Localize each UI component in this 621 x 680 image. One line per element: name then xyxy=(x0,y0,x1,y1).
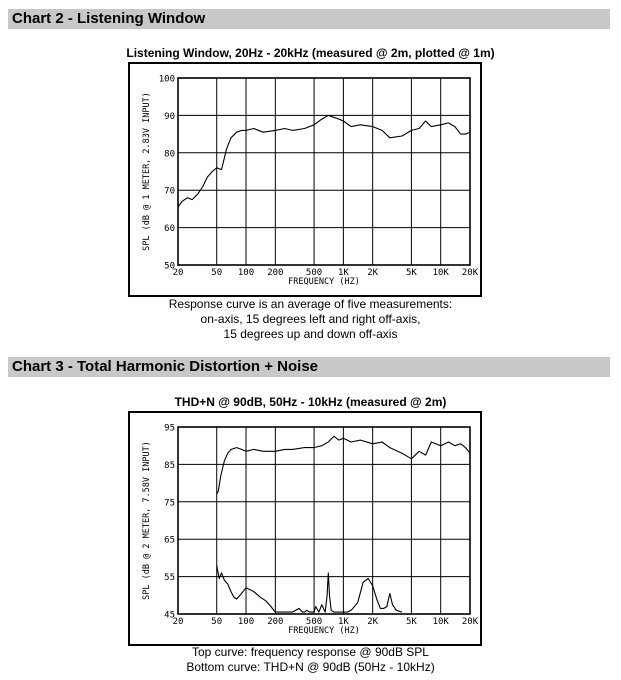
listening-window-chart xyxy=(130,64,480,295)
x-axis-label: FREQUENCY (HZ) xyxy=(288,626,360,636)
y-tick-label: 55 xyxy=(164,573,175,584)
thd-noise-chart xyxy=(130,413,480,644)
series-line-1 xyxy=(178,115,470,207)
y-tick-label: 50 xyxy=(164,261,175,272)
x-tick-label: 1K xyxy=(337,268,349,278)
chart-title-2: THD+N @ 90dB, 50Hz - 10kHz (measured @ 2m) xyxy=(174,395,447,409)
caption-line: Response curve is an average of five measurements: xyxy=(168,297,453,311)
x-tick-label: 500 xyxy=(305,617,323,627)
section-heading-2: Chart 3 - Total Harmonic Distortion + Noise xyxy=(12,358,319,375)
x-tick-label: 200 xyxy=(267,617,284,627)
x-tick-label: 2K xyxy=(367,268,379,278)
caption-line: on-axis, 15 degrees left and right off-axis, xyxy=(200,312,421,326)
x-tick-label: 10K xyxy=(432,617,449,627)
chart-caption-2 xyxy=(0,645,621,675)
x-tick-label: 5K xyxy=(405,268,417,278)
y-tick-label: 95 xyxy=(164,423,175,434)
x-tick-label: 20 xyxy=(172,617,184,627)
caption-line: 15 degrees up and down off-axis xyxy=(223,327,398,341)
x-tick-label: 2K xyxy=(367,617,379,627)
section-heading-1: Chart 2 - Listening Window xyxy=(12,10,206,27)
chart-title-1: Listening Window, 20Hz - 20kHz (measured @ 2m, plotted @ 1m) xyxy=(126,46,495,60)
section-heading-bar-1 xyxy=(8,9,610,29)
x-tick-label: 500 xyxy=(305,268,323,278)
chart-frame-thd-noise xyxy=(128,411,482,646)
x-tick-label: 20 xyxy=(172,268,184,278)
x-tick-label: 200 xyxy=(267,268,284,278)
y-tick-label: 70 xyxy=(164,186,175,197)
y-tick-label: 60 xyxy=(164,224,175,235)
caption-line: Bottom curve: THD+N @ 90dB (50Hz - 10kHz) xyxy=(186,660,435,674)
y-axis-label: SPL (dB @ 2 METER, 7.58V INPUT) xyxy=(142,441,152,600)
chart-caption-1 xyxy=(0,297,621,342)
x-tick-label: 20K xyxy=(461,617,479,627)
x-axis-label: FREQUENCY (HZ) xyxy=(288,277,360,287)
y-tick-label: 75 xyxy=(164,498,175,509)
y-axis-label: SPL (dB @ 1 METER, 2.83V INPUT) xyxy=(142,92,152,251)
x-tick-label: 5K xyxy=(405,617,417,627)
y-tick-label: 85 xyxy=(164,460,175,471)
caption-line: Top curve: frequency response @ 90dB SPL xyxy=(192,645,429,659)
chart-frame-listening-window xyxy=(128,62,482,297)
x-tick-label: 50 xyxy=(211,617,223,627)
y-tick-label: 45 xyxy=(164,610,175,621)
y-tick-label: 65 xyxy=(164,535,175,546)
x-tick-label: 1K xyxy=(337,617,349,627)
y-tick-label: 100 xyxy=(158,74,175,85)
section-heading-bar-2 xyxy=(8,357,610,377)
x-tick-label: 50 xyxy=(211,268,223,278)
x-tick-label: 100 xyxy=(237,268,255,278)
x-tick-label: 20K xyxy=(461,268,479,278)
series-line-2 xyxy=(217,565,402,612)
x-tick-label: 10K xyxy=(432,268,449,278)
y-tick-label: 80 xyxy=(164,149,175,160)
x-tick-label: 100 xyxy=(237,617,255,627)
plot-area xyxy=(178,78,470,265)
y-tick-label: 90 xyxy=(164,111,175,122)
